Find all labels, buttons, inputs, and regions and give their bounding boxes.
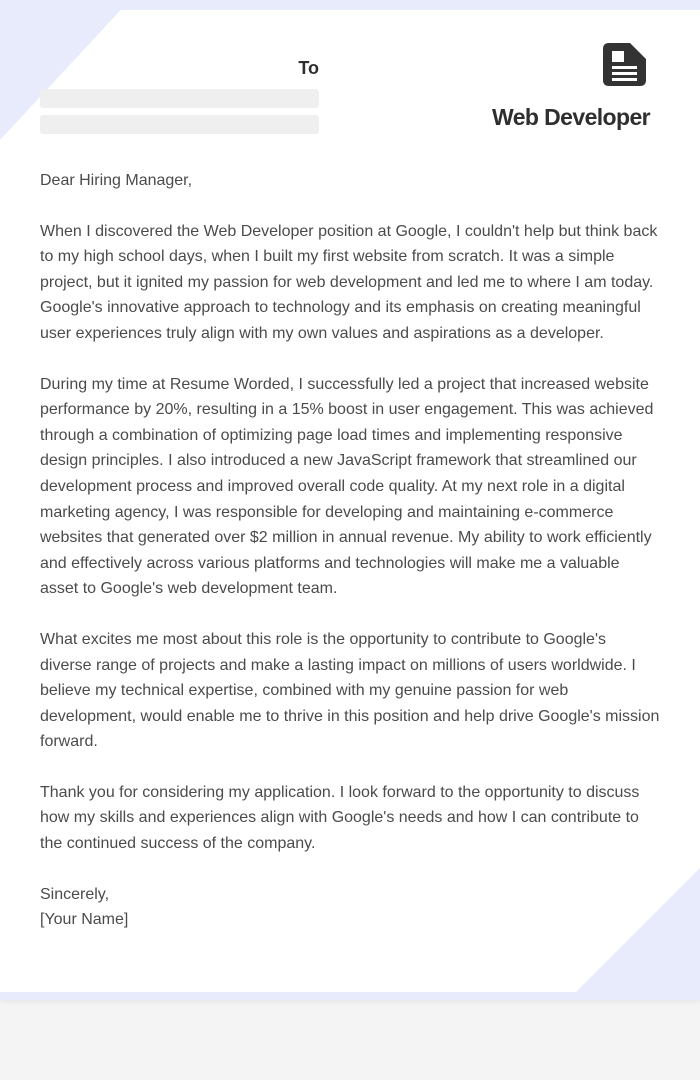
salutation: Dear Hiring Manager, (40, 172, 193, 189)
document-icon (603, 43, 646, 86)
letter-paragraph: Thank you for considering my application. I look forward to the opportunity to discuss how my skills and experiences align with Google's needs and how I can contribute to the continued success of the company. (40, 783, 640, 853)
bottom-accent-band (0, 992, 700, 1000)
job-title: Web Developer (492, 104, 650, 130)
letter-paragraph: What excites me most about this role is the opportunity to contribute to Google's diverse range of projects and make a lasting impact on millions of users worldwide. I believe my technical expertise, combined with my genuine passion for web development, would enable me to thrive in this position and help drive Google's mission forward. (40, 630, 660, 751)
recipient-placeholder-line (40, 89, 319, 108)
to-label: To (298, 58, 319, 78)
letter-paragraph: During my time at Resume Worded, I successfully led a project that increased website performance by 20%, resulting in a 15% boost in user engagement. This was achieved through a combination of optimizing page load times and implementing responsive design principles. I also introduced a new JavaScript framework that streamlined our development process and improved overall code quality. At my next role in a digital marketing agency, I was responsible for developing and maintaining e-commerce websites that generated over $2 million in annual revenue. My ability to work efficiently and effectively across various platforms and technologies will make me a valuable asset to Google's web development team. (40, 375, 654, 598)
signature: [Your Name] (40, 911, 129, 929)
letter-paragraph: When I discovered the Web Developer position at Google, I couldn't help but think back to my high school days, when I built my first website from scratch. It was a simple project, but it ignited my passion for web development and led me to where I am today. Google's innovative approach to technology and its emphasis on creating meaningful user experiences truly align with my own values and aspirations as a developer. (40, 222, 658, 342)
recipient-placeholder-line (40, 115, 319, 134)
letter-body (40, 168, 660, 933)
closing: Sincerely, (40, 885, 110, 903)
